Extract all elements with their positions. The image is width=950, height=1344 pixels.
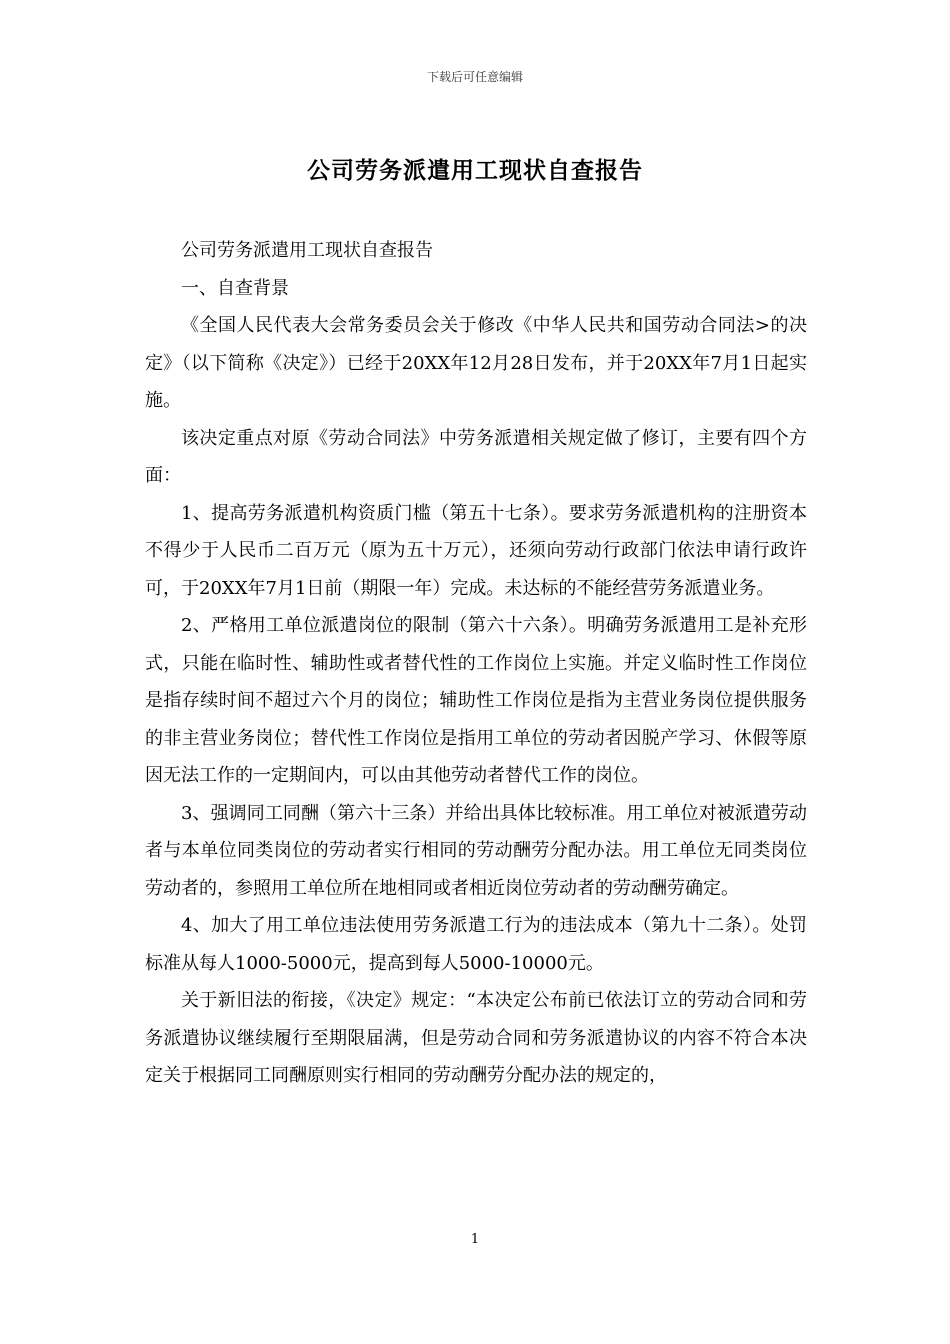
paragraph-item-4: 4、加大了用工单位违法使用劳务派遣工行为的违法成本（第九十二条）。处罚标准从每人1000-5000元，提高到每人5000-10000元。 xyxy=(145,915,807,974)
paragraph-four-aspects: 该决定重点对原《劳动合同法》中劳务派遣相关规定做了修订，主要有四个方面： xyxy=(145,427,807,486)
section-heading-background: 一、自查背景 xyxy=(181,277,289,299)
paragraph-decision-intro: 《全国人民代表大会常务委员会关于修改《中华人民共和国劳动合同法>的决定》（以下简称《决定》）已经于20XX年12月28日发布，并于20XX年7月1日起实施。 xyxy=(145,315,807,411)
page-number: 1 xyxy=(470,1232,480,1247)
paragraph-item-1: 1、提高劳务派遣机构资质门槛（第五十七条）。要求劳务派遣机构的注册资本不得少于人民币二百万元（原为五十万元），还须向劳动行政部门依法申请行政许可，于20XX年7月1日前（期限一年）完成。未达标的不能经营劳务派遣业务。 xyxy=(145,502,807,599)
paragraph-transition: 关于新旧法的衔接，《决定》规定：“本决定公布前已依法订立的劳动合同和劳务派遣协议继续履行至期限届满，但是劳动合同和劳务派遣协议的内容不符合本决定关于根据同工同酬原则实行相同的劳动酬劳分配办法的规定的， xyxy=(145,990,807,1086)
page-header-note: 下载后可任意编辑 xyxy=(426,70,523,84)
paragraph-item-3: 3、强调同工同酬（第六十三条）并给出具体比较标准。用工单位对被派遣劳动者与本单位同类岗位的劳动者实行相同的劳动酬劳分配办法。用工单位无同类岗位劳动者的，参照用工单位所在地相同或者相近岗位劳动者的劳动酬劳确定。 xyxy=(145,802,807,899)
paragraph-item-2: 2、严格用工单位派遣岗位的限制（第六十六条）。明确劳务派遣用工是补充形式，只能在临时性、辅助性或者替代性的工作岗位上实施。并定义临时性工作岗位是指存续时间不超过六个月的岗位；辅助性工作岗位是指为主营业务岗位提供服务的非主营业务岗位；替代性工作岗位是指用工单位的劳动者因脱产学习、休假等原因无法工作的一定期间内，可以由其他劳动者替代工作的岗位。 xyxy=(145,615,807,786)
paragraph-report-name: 公司劳务派遣用工现状自查报告 xyxy=(181,240,433,261)
document-body xyxy=(145,232,807,1095)
document-title: 公司劳务派遣用工现状自查报告 xyxy=(307,158,643,184)
